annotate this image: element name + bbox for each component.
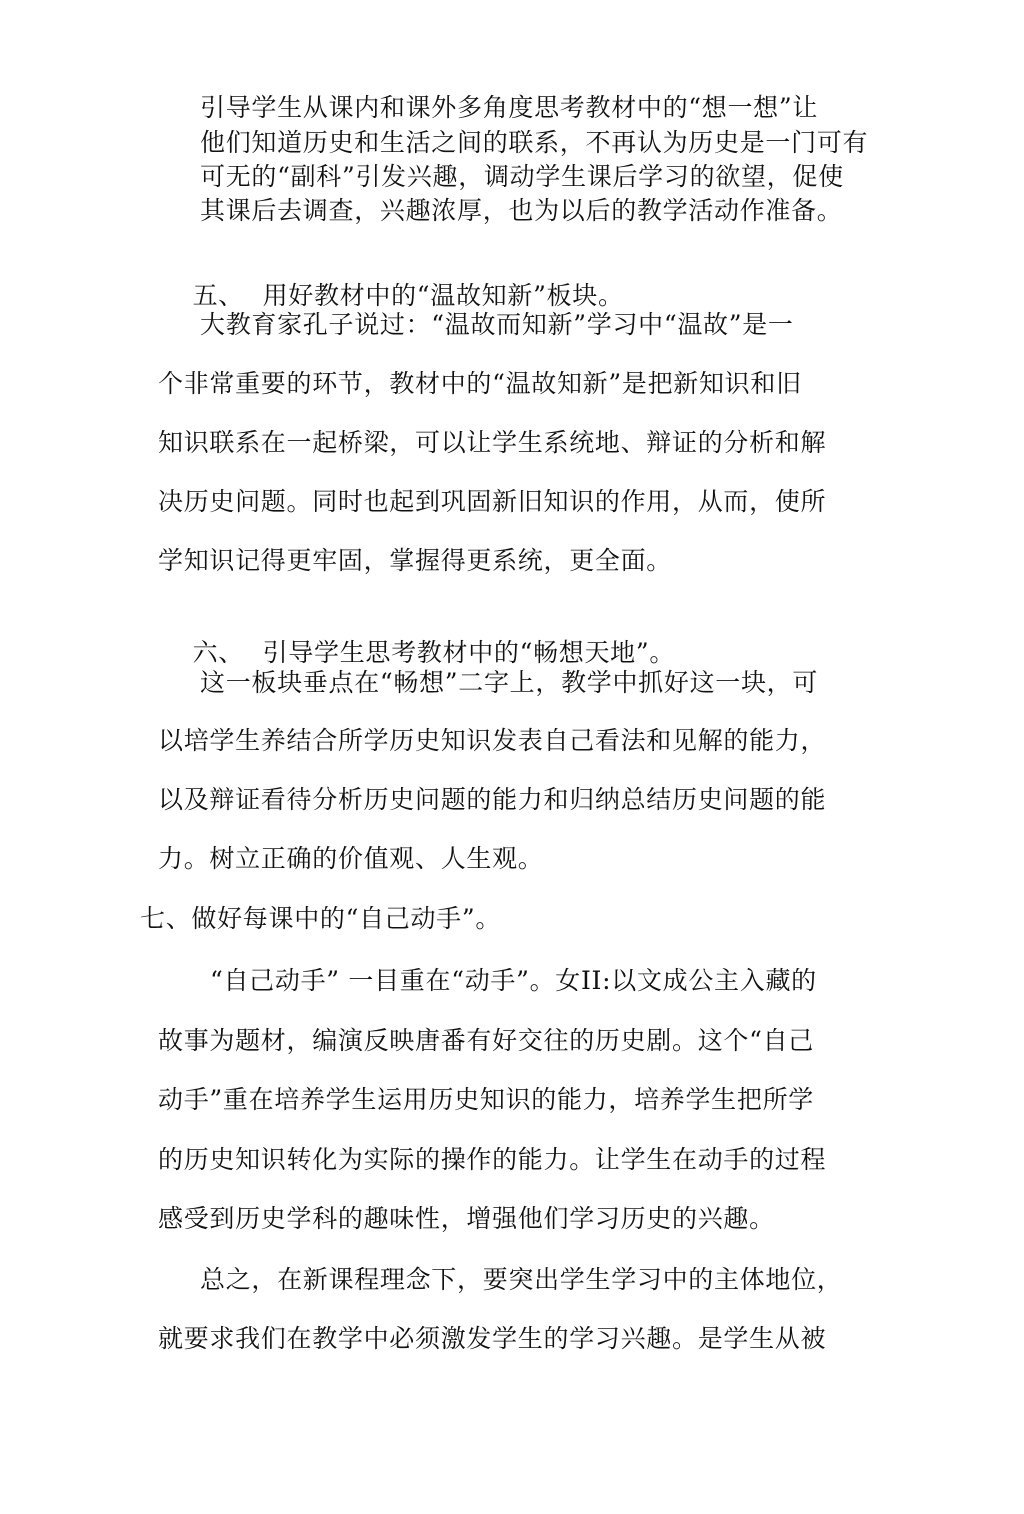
paragraph-line: 决历史问题。同时也起到巩固新旧知识的作用，从而，使所 [158,487,827,516]
paragraph-line: 个非常重要的环节，教材中的“温故知新”是把新知识和旧 [158,369,802,398]
section-number: 六、 [192,638,244,667]
paragraph-line: 大教育家孔子说过：“温故而知新”学习中“温故”是一 [200,310,794,339]
paragraph-line: 的历史知识转化为实际的操作的能力。让学生在动手的过程 [158,1145,827,1174]
section-number: 五、 [192,281,244,310]
paragraph-line: 力。树立正确的价值观、人生观。 [158,844,544,873]
paragraph-line: 总之，在新课程理念下，要突出学生学习中的主体地位， [200,1265,843,1294]
section-title: 用好教材中的“温故知新”板块。 [262,281,624,310]
paragraph-line: “自己动手” 一目重在“动手”。女II:以文成公主入藏的 [210,966,817,995]
paragraph-line: 学知识记得更牢固，掌握得更系统，更全面。 [158,546,673,575]
paragraph-line: 其课后去调查，兴趣浓厚，也为以后的教学活动作准备。 [200,196,843,225]
section-title: 引导学生思考教材中的“畅想天地”。 [262,638,676,667]
paragraph-line: 故事为题材，编演反映唐番有好交往的历史剧。这个“自己 [158,1026,814,1055]
section-heading-6 [158,608,676,667]
section-heading-5 [158,251,624,310]
paragraph-line: 可无的“副科”引发兴趣，调动学生课后学习的欲望，促使 [200,162,844,191]
paragraph-line: 知识联系在一起桥梁，可以让学生系统地、辩证的分析和解 [158,428,827,457]
section-heading-7: 七、做好每课中的“自己动手”。 [140,904,502,933]
paragraph-line: 感受到历史学科的趣味性，增强他们学习历史的兴趣。 [158,1204,775,1233]
paragraph-line: 引导学生从课内和课外多角度思考教材中的“想一想”让 [200,93,819,122]
paragraph-line: 动手”重在培养学生运用历史知识的能力，培养学生把所学 [158,1085,814,1114]
paragraph-line: 以及辩证看待分析历史问题的能力和归纳总结历史问题的能 [158,785,827,814]
paragraph-line: 以培学生养结合所学历史知识发表自己看法和见解的能力， [158,726,827,755]
paragraph-line: 这一板块垂点在“畅想”二字上，教学中抓好这一块，可 [200,668,819,697]
paragraph-line: 他们知道历史和生活之间的联系，不再认为历史是一门可有 [200,128,869,157]
paragraph-line: 就要求我们在教学中必须激发学生的学习兴趣。是学生从被 [158,1324,827,1353]
